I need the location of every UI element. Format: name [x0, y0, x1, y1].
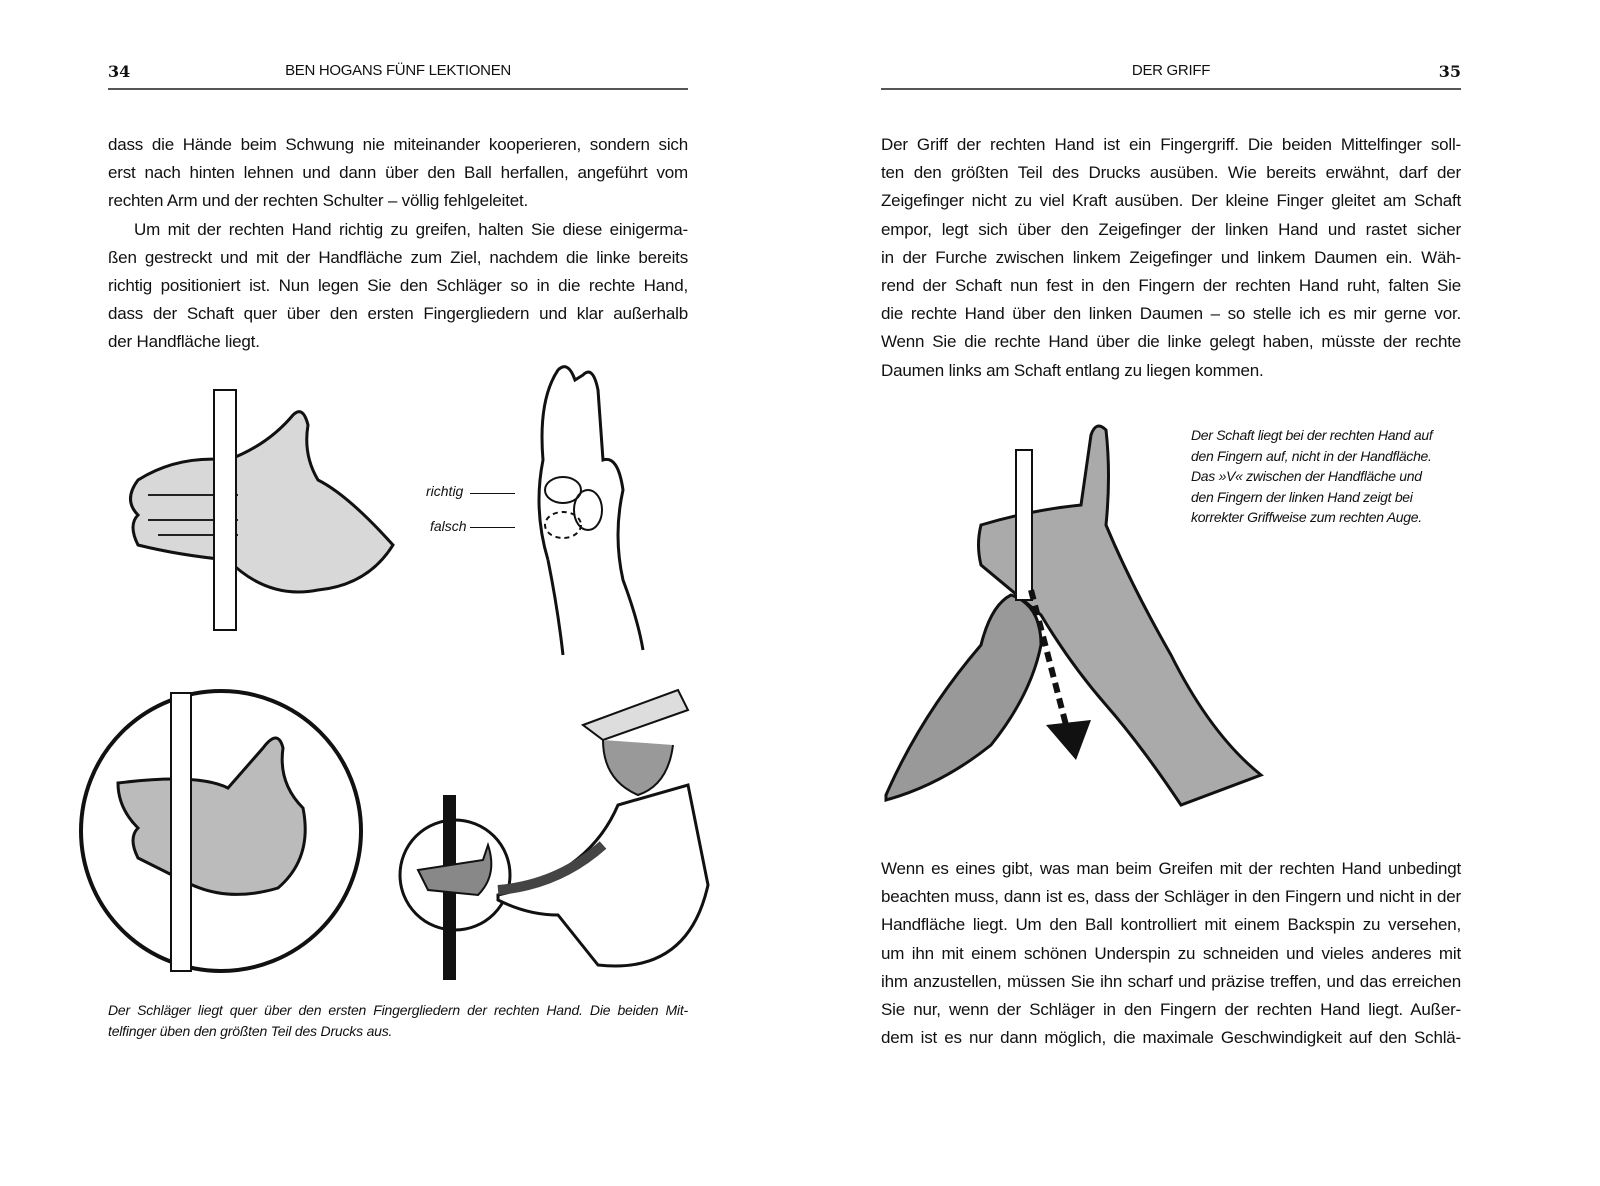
running-head: BEN HOGANS FÜNF LEKTIONEN [285, 62, 511, 79]
caption-line: telfinger üben den größten Teil des Drucks aus. [108, 1023, 393, 1039]
text-line: richtig positioniert ist. Nun legen Sie den Schläger so in die rechte Hand, [108, 276, 688, 296]
text-line: Zeigefinger nicht zu viel Kraft ausüben. Der kleine Finger gleitet am Schaft [881, 191, 1461, 211]
caption-line: den Fingern auf, nicht in der Handfläche. [1191, 447, 1432, 464]
page-header [108, 60, 688, 90]
pointer-line [470, 527, 515, 528]
pointer-line [470, 493, 515, 494]
caption-line: Das »V« zwischen der Handfläche und [1191, 468, 1422, 484]
text-line: der Handfläche liegt. [108, 332, 260, 352]
text-line: die rechte Hand über den linken Daumen – so stelle ich es mir gerne vor. [881, 304, 1461, 324]
text-line: ßen gestreckt und mit der Handfläche zum Ziel, nachdem die linke bereits [108, 247, 688, 267]
text-line: erst nach hinten lehnen und dann über den Ball herfallen, angeführt vom [108, 163, 688, 183]
text-line: rechten Arm und der rechten Schulter – völlig fehlgeleitet. [108, 191, 529, 211]
body-text-continued [881, 855, 1461, 1052]
text-line: rend der Schaft nun fest in den Fingern der rechten Hand ruht, falten Sie [881, 276, 1461, 296]
running-head: DER GRIFF [1131, 62, 1211, 79]
page-number: 35 [1438, 62, 1461, 81]
caption-line: Der Schaft liegt bei der rechten Hand auf [1191, 427, 1433, 443]
text-line: empor, legt sich über den Zeigefinger der linken Hand und rastet sicher [881, 219, 1461, 239]
text-line: in der Furche zwischen linkem Zeigefinger und linkem Daumen ein. Wäh- [881, 247, 1461, 267]
figure-caption [1191, 425, 1466, 528]
text-line: dass die Hände beim Schwung nie miteinander kooperieren, sondern sich [108, 135, 688, 154]
body-text [108, 131, 688, 357]
text-line: um ihn mit einem schönen Underspin zu schneiden und vieles anderes mit [881, 943, 1461, 963]
text-line: ihm anzustellen, müssen Sie ihn scharf und präzise treffen, und das erreichen [881, 971, 1461, 991]
text-line: Wenn es eines gibt, was man beim Greifen mit der rechten Hand unbedingt [881, 859, 1461, 878]
text-line: beachten muss, dann ist es, dass der Schläger in den Fingern und nicht in der [881, 887, 1461, 907]
golfer-illustration [388, 685, 718, 985]
caption-line: Der Schläger liegt quer über den ersten Fingergliedern der rechten Hand. Die beiden Mit- [108, 1002, 688, 1018]
text-line: ten den größten Teil des Drucks ausüben. Wie bereits erwähnt, darf der [881, 163, 1461, 183]
upright-hand-illustration [503, 360, 653, 660]
text-line: Daumen links am Schaft entlang zu liegen kommen. [881, 360, 1264, 380]
label-correct: richtig [426, 483, 464, 499]
caption-line: den Fingern der linken Hand zeigt bei [1191, 488, 1413, 505]
hand-with-shaft-illustration [118, 385, 408, 635]
text-line: Wenn Sie die rechte Hand über die linke gelegt haben, müsste der rechte [881, 332, 1461, 352]
figure-caption [108, 1000, 688, 1042]
label-wrong: falsch [430, 518, 467, 534]
text-line: Der Griff der rechten Hand ist ein Fingergriff. Die beiden Mittelfinger soll- [881, 135, 1461, 154]
body-text [881, 131, 1461, 385]
text-line: dass der Schaft quer über den ersten Fingergliedern und klar außerhalb [108, 304, 688, 324]
text-line: Um mit der rechten Hand richtig zu greifen, halten Sie diese einigerma- [134, 219, 688, 239]
text-line: Handfläche liegt. Um den Ball kontrolliert mit einem Backspin zu versehen, [881, 915, 1461, 935]
caption-line: korrekter Griffweise zum rechten Auge. [1191, 509, 1422, 525]
text-line: Sie nur, wenn der Schläger in den Fingern der rechten Hand liegt. Außer- [881, 1000, 1461, 1020]
page-header [881, 60, 1461, 90]
page-number: 34 [108, 62, 131, 81]
grip-closeup-circle-illustration [78, 688, 368, 978]
text-line: dem ist es nur dann möglich, die maximale Geschwindigkeit auf den Schlä- [881, 1028, 1461, 1048]
